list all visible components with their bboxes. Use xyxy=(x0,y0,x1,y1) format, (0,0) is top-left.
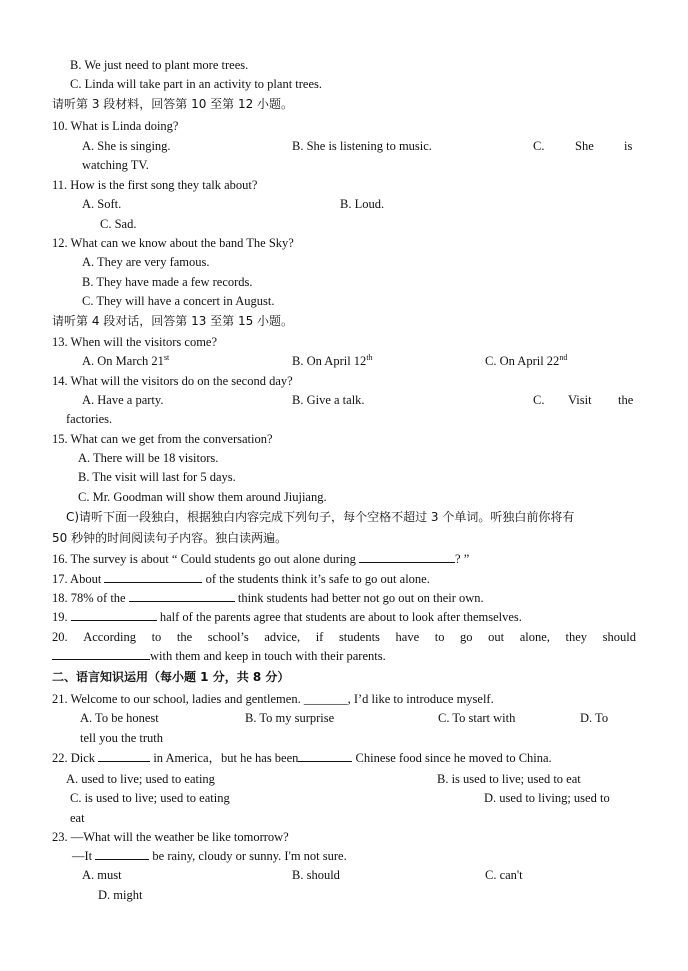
q11-option-a: A. Soft. xyxy=(82,197,122,211)
q10-option-c-cont: watching TV. xyxy=(82,158,149,172)
q11-option-b: B. Loud. xyxy=(340,197,385,211)
q12-option-c: C. They will have a concert in August. xyxy=(82,294,275,308)
q23-option-c: C. can't xyxy=(485,868,523,882)
q9-option-b: B. We just need to plant more trees. xyxy=(70,58,249,72)
q12-option-b: B. They have made a few records. xyxy=(82,275,253,289)
question-17: 17. About of the students think it’s safe to go out alone. xyxy=(52,572,430,586)
q10-option-c-word: is xyxy=(624,139,633,153)
q13-option-b: B. On April 12th xyxy=(292,352,373,368)
answer-blank xyxy=(104,571,202,583)
q11-option-c: C. Sad. xyxy=(100,217,137,231)
q14-option-b: B. Give a talk. xyxy=(292,393,365,407)
answer-blank xyxy=(52,648,150,660)
q23-option-a: A. must xyxy=(82,868,122,882)
q21-option-c: C. To start with xyxy=(438,711,516,725)
q23-option-d: D. might xyxy=(98,888,143,902)
q14-option-c-word: Visit xyxy=(568,393,592,407)
question-12: 12. What can we know about the band The Sky? xyxy=(52,236,294,250)
q10-option-c-word: She xyxy=(575,139,594,153)
question-20-cont: with them and keep in touch with their parents. xyxy=(52,648,386,665)
section-4-instruction: 请听第 4 段对话，回答第 13 至第 15 小题。 xyxy=(52,314,294,328)
part-c-instruction-cont: 50 秒钟的时间阅读句子内容。独白读两遍。 xyxy=(52,531,288,545)
q14-option-c-label: C. xyxy=(533,393,545,407)
q13-option-c: C. On April 22nd xyxy=(485,352,568,368)
q22-option-d-cont: eat xyxy=(70,811,85,825)
question-20: 20. According to the school’s advice, if students have to go out alone, they should xyxy=(52,630,636,644)
q14-option-a: A. Have a party. xyxy=(82,393,164,407)
q10-option-a: A. She is singing. xyxy=(82,139,171,153)
question-18: 18. 78% of the think students had better not go out on their own. xyxy=(52,591,484,605)
q10-option-b: B. She is listening to music. xyxy=(292,139,432,153)
answer-blank xyxy=(95,848,149,860)
section-3-instruction: 请听第 3 段材料，回答第 10 至第 12 小题。 xyxy=(52,97,294,111)
q15-option-c: C. Mr. Goodman will show them around Jiujiang. xyxy=(78,490,327,504)
question-16: 16. The survey is about “ Could students go out alone during ? ” xyxy=(52,552,470,566)
question-14: 14. What will the visitors do on the second day? xyxy=(52,374,293,388)
q14-option-c-word: the xyxy=(618,393,634,407)
question-19: 19. half of the parents agree that students are about to look after themselves. xyxy=(52,610,522,624)
q22-option-d: D. used to living; used to xyxy=(484,791,610,805)
q15-option-b: B. The visit will last for 5 days. xyxy=(78,470,236,484)
q10-option-c-label: C. xyxy=(533,139,545,153)
q13-option-a: A. On March 21st xyxy=(82,352,170,368)
answer-blank xyxy=(359,551,455,563)
q21-option-a: A. To be honest xyxy=(80,711,159,725)
question-21: 21. Welcome to our school, ladies and gentlemen. _______, I’d like to introduce myself. xyxy=(52,692,494,706)
q22-option-c: C. is used to live; used to eating xyxy=(70,791,230,805)
q23-option-b: B. should xyxy=(292,868,340,882)
answer-blank xyxy=(298,750,352,762)
part-2-heading: 二、语言知识运用（每小题 1 分，共 8 分） xyxy=(52,670,290,684)
q15-option-a: A. There will be 18 visitors. xyxy=(78,451,219,465)
answer-blank xyxy=(129,590,235,602)
q21-option-b: B. To my surprise xyxy=(245,711,335,725)
question-15: 15. What can we get from the conversation? xyxy=(52,432,273,446)
answer-blank xyxy=(71,609,157,621)
part-c-instruction: C)请听下面一段独白，根据独白内容完成下列句子，每个空格不超过 3 个单词。听独白前你将有 xyxy=(66,510,575,524)
question-22: 22. Dick in America，but he has been Chinese food since he moved to China. xyxy=(52,751,552,765)
q21-option-d: D. To xyxy=(580,711,609,725)
q12-option-a: A. They are very famous. xyxy=(82,255,210,269)
question-23: 23. —What will the weather be like tomorrow? xyxy=(52,830,289,844)
question-13: 13. When will the visitors come? xyxy=(52,335,218,349)
answer-blank xyxy=(98,750,150,762)
question-10: 10. What is Linda doing? xyxy=(52,119,179,133)
q21-option-d-cont: tell you the truth xyxy=(80,731,163,745)
q9-option-c: C. Linda will take part in an activity to plant trees. xyxy=(70,77,323,91)
q14-option-c-cont: factories. xyxy=(66,412,113,426)
q22-option-a: A. used to live; used to eating xyxy=(66,772,215,786)
question-11: 11. How is the first song they talk about? xyxy=(52,178,258,192)
q22-option-b: B. is used to live; used to eat xyxy=(437,772,581,786)
question-23-reply: —It be rainy, cloudy or sunny. I'm not sure. xyxy=(72,849,347,863)
